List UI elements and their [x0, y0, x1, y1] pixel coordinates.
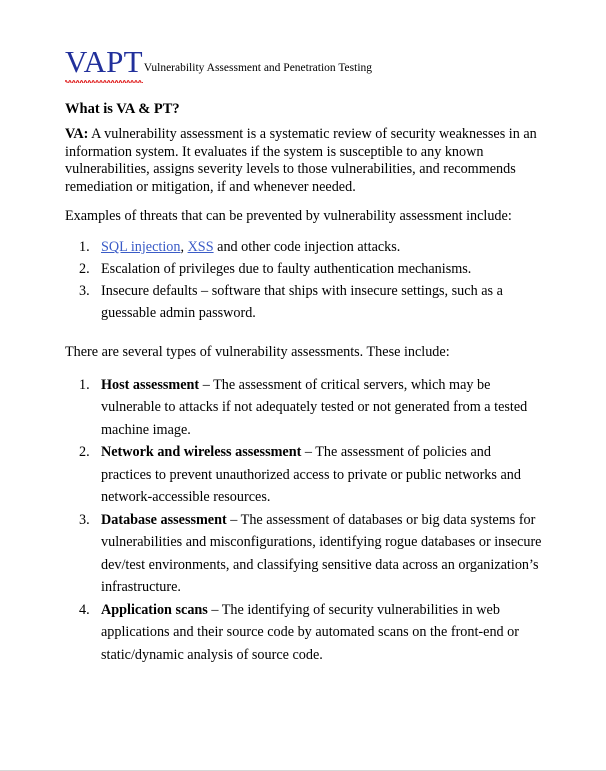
link-sql-injection[interactable]: SQL injection	[101, 238, 181, 255]
list-item-term: Host assessment	[101, 376, 200, 393]
document-title	[65, 44, 143, 80]
title-block	[65, 44, 543, 86]
document-title-text: VAPT	[65, 44, 143, 79]
section-heading: What is VA & PT?	[65, 101, 180, 117]
link-separator: ,	[180, 238, 188, 255]
threats-list	[65, 236, 543, 324]
list-marker: 2.	[79, 444, 90, 461]
list-marker: 2.	[79, 260, 90, 277]
list-marker: 1.	[79, 238, 90, 255]
list-item-text: – The assessment of critical servers, which may be vulnerable to attacks if not adequately tested or not generated from a tested machine image.	[101, 376, 528, 438]
list-item-term: Database assessment	[101, 511, 227, 528]
va-label: VA:	[65, 126, 89, 142]
types-list	[65, 374, 543, 667]
list-item-text: – The identifying of security vulnerabilities in web applications and their source code by automated scans on the front-end or static/dynamic analysis of source code.	[101, 601, 519, 663]
list-item-text: – The assessment of policies and practices to prevent unauthorized access to private or public networks and network-accessible resources.	[101, 444, 521, 506]
list-item-term: Application scans	[101, 601, 208, 618]
document-body	[65, 44, 543, 666]
list-marker: 3.	[79, 511, 90, 528]
types-intro-paragraph: There are several types of vulnerability assessments. These include:	[65, 343, 450, 360]
document-subtitle: Vulnerability Assessment and Penetration Testing	[143, 62, 373, 74]
list-item	[65, 280, 543, 324]
list-item-term: Network and wireless assessment	[101, 444, 302, 461]
list-marker: 1.	[79, 376, 90, 393]
va-paragraph-text: A vulnerability assessment is a systematic review of security weaknesses in an information system. It evaluates if the system is susceptible to any known vulnerabilities, assigns severity levels to those vulnerabilities, and recommends remediation or mitigation, if and whenever needed.	[65, 126, 537, 195]
list-item	[65, 441, 543, 509]
threats-intro-paragraph: Examples of threats that can be prevented by vulnerability assessment include:	[65, 208, 512, 225]
va-paragraph	[65, 126, 543, 196]
list-item-text: and other code injection attacks.	[213, 238, 401, 255]
list-item	[65, 509, 543, 599]
list-marker: 4.	[79, 601, 90, 618]
list-item-text: – The assessment of databases or big data systems for vulnerabilities and misconfigurations, identifying rogue databases or insecure dev/test environments, and classifying sensitive data across an organization’s infrastructure.	[101, 511, 542, 596]
list-item-text: Insecure defaults – software that ships with insecure settings, such as a guessable admin password.	[101, 282, 503, 321]
list-item	[65, 599, 543, 667]
list-item-text: Escalation of privileges due to faulty authentication mechanisms.	[101, 260, 472, 277]
list-item	[65, 258, 543, 280]
list-item	[65, 236, 543, 258]
link-xss[interactable]: XSS	[187, 238, 214, 255]
list-marker: 3.	[79, 282, 90, 299]
list-item	[65, 374, 543, 442]
